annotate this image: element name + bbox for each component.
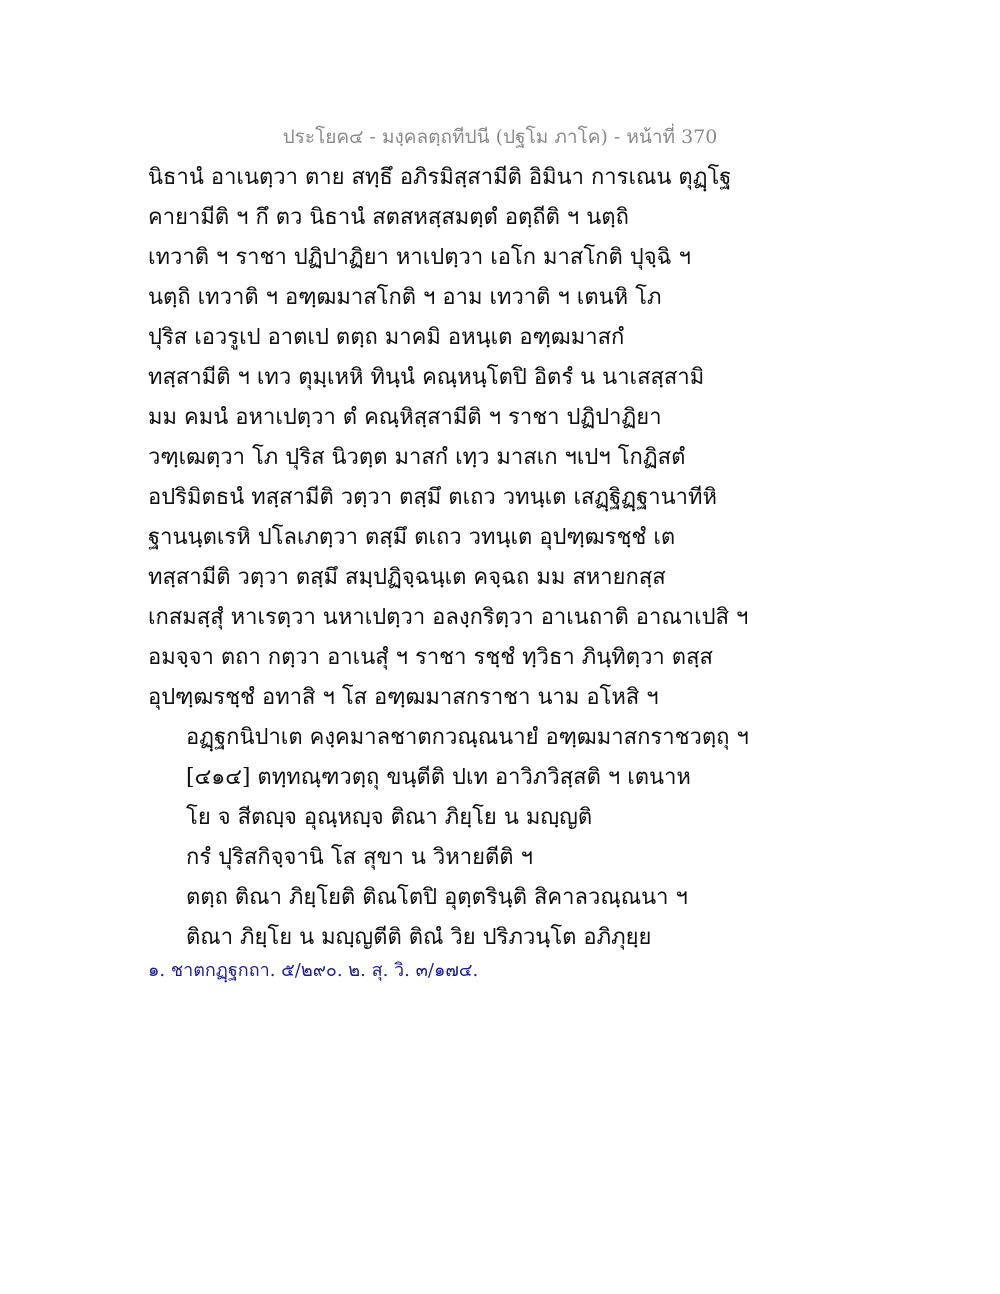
text-line: อมจฺจา ตถา กตฺวา อาเนสุํ ฯ ราชา รชฺชํ ทฺวิธา ภินฺทิตฺวา ตสฺส (148, 645, 713, 670)
text-line: อุปฑฺฒรชฺชํ อทาสิ ฯ โส อฑฺฒมาสกราชา นาม อโหสิ ฯ (148, 685, 659, 710)
footnote: ๑. ชาตกฏฺฐกถา. ๕/๒๙๐. ๒. สุ. วิ. ๓/๑๗๔. (148, 960, 479, 981)
verse-line: กรํ ปุริสกิจฺจานิ โส สุขา น วิหายตีติ ฯ (186, 845, 533, 870)
text-line: ปุริส เอวรูเป อาตเป ตตฺถ มาคมิ อหนฺเต อฑฺฒมาสกํ (148, 325, 625, 350)
text-line: คายามีติ ฯ กึ ตว นิธานํ สตสหสฺสมตฺตํ อตฺถีติ ฯ นตฺถิ (148, 205, 629, 230)
indented-text-line: [๔๑๔] ตทฺทณฺฑวตฺถุ ขนฺตีติ ปเท อาวิภวิสฺสติ ฯ เตนาห (186, 765, 691, 790)
text-line: วฑฺเฒตฺวา โภ ปุริส นิวตฺต มาสกํ เทฺว มาสเก ฯเปฯ โกฏิสตํ (148, 445, 686, 470)
text-line: ทสฺสามีติ ฯ เทว ตุมฺเหหิ ทินฺนํ คณฺหนฺโตปิ อิตรํ น นาเสสฺสามิ (148, 365, 705, 390)
text-line: ทสฺสามีติ วตฺวา ตสฺมึ สมฺปฏิจฺฉนฺเต คจฺฉถ มม สหายกสฺส (148, 565, 666, 590)
body-text (148, 158, 749, 958)
text-line: อปริมิตธนํ ทสฺสามีติ วตฺวา ตสฺมึ ตเถว วทนฺเต เสฏฺฐิฏฺฐานาทีหิ (148, 485, 717, 510)
text-line: นตฺถิ เทวาติ ฯ อฑฺฒมาสโกติ ฯ อาม เทวาติ ฯ เตนหิ โภ (148, 285, 662, 310)
text-line: มม คมนํ อหาเปตฺวา ตํ คณฺหิสฺสามีติ ฯ ราชา ปฏิปาฏิยา (148, 405, 662, 430)
indented-text-line: ตตฺถ ติณา ภิยฺโยติ ติณโตปิ อุตฺตรินฺติ สิคาลวณฺณนา ฯ (186, 885, 688, 910)
page-header: ประโยค๔ - มงฺคลตฺถทีปนี (ปฐโม ภาโค) - หน้าที่ 370 (282, 126, 718, 148)
verse-line: โย จ สีตญฺจ อุณฺหญฺจ ติณา ภิยฺโย น มญฺญติ (186, 805, 593, 830)
indented-text-line: ติณา ภิยฺโย น มญฺญตีติ ติณํ วิย ปริภวนฺโต อภิภุยฺย (186, 925, 652, 950)
indented-text-line: อฏฺฐกนิปาเต คงฺคมาลชาตกวณฺณนายํ อฑฺฒมาสกราชวตฺถุ ฯ (186, 725, 749, 750)
text-line: ฐานนฺตเรหิ ปโลเภตฺวา ตสฺมึ ตเถว วทนฺเต อุปฑฺฒรชฺชํ เต (148, 525, 676, 550)
text-line: เกสมสฺสุํ หาเรตฺวา นหาเปตฺวา อลงฺกริตฺวา อาเนถาติ อาณาเปสิ ฯ (148, 605, 749, 630)
text-line: เทวาติ ฯ ราชา ปฏิปาฏิยา หาเปตฺวา เอโก มาสโกติ ปุจฺฉิ ฯ (148, 245, 691, 270)
text-line: นิธานํ อาเนตฺวา ตาย สทฺธึ อภิรมิสฺสามีติ อิมินา การเณน ตุฏฺโฐ (148, 165, 732, 190)
